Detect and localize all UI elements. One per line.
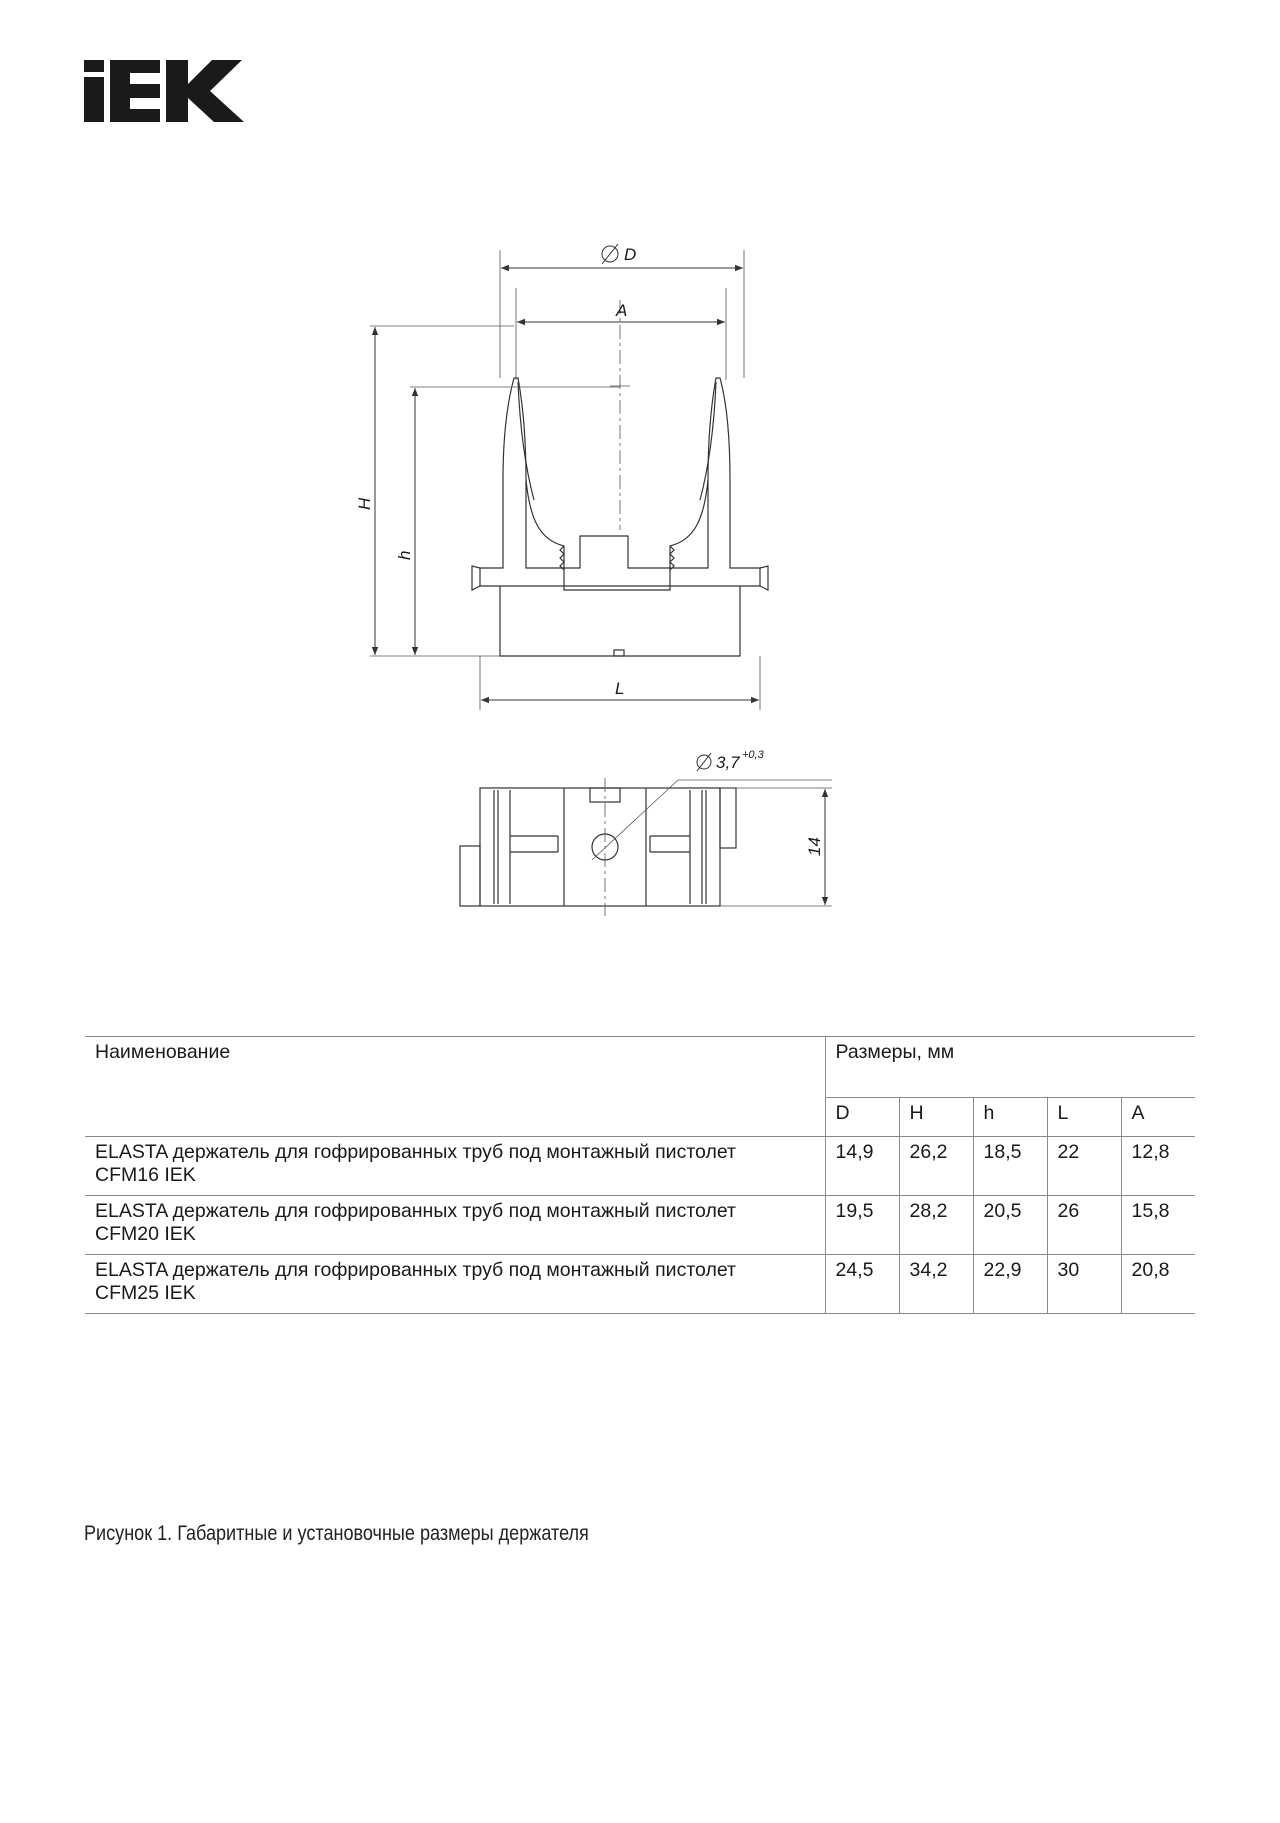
- cell-L: 26: [1047, 1196, 1121, 1255]
- product-code: CFM20 IEK: [95, 1223, 196, 1245]
- cell-h: 18,5: [973, 1137, 1047, 1196]
- dim-label-width: 14: [805, 837, 824, 856]
- product-name-line: ELASTA держатель для гофрированных труб под монтажный пистолет: [95, 1200, 736, 1222]
- product-code: CFM25 IEK: [95, 1282, 196, 1304]
- product-name-cell: [85, 1196, 825, 1255]
- dim-label-hole-tolerance: +0,3: [742, 749, 764, 761]
- header-name: Наименование: [85, 1037, 825, 1137]
- cell-D: 14,9: [825, 1137, 899, 1196]
- dim-label-A: A: [616, 301, 628, 320]
- column-header-H: H: [899, 1098, 973, 1137]
- column-header-D: D: [825, 1098, 899, 1137]
- cell-H: 34,2: [899, 1255, 973, 1314]
- dim-label-L: L: [615, 679, 625, 698]
- holder-front-view-drawing: [340, 230, 900, 710]
- cell-h: 20,5: [973, 1196, 1047, 1255]
- figure-caption: Рисунок 1. Габаритные и установочные размеры держателя: [84, 1522, 589, 1545]
- product-name-line: ELASTA держатель для гофрированных труб под монтажный пистолет: [95, 1141, 736, 1163]
- holder-top-view-drawing: [440, 720, 860, 920]
- header-dimensions: Размеры, мм: [825, 1037, 1195, 1098]
- dim-label-h: h: [395, 550, 414, 560]
- cell-A: 15,8: [1121, 1196, 1195, 1255]
- cell-L: 30: [1047, 1255, 1121, 1314]
- dimensions-table: [85, 1036, 1195, 1314]
- column-header-h: h: [973, 1098, 1047, 1137]
- cell-h: 22,9: [973, 1255, 1047, 1314]
- table-row: [85, 1196, 1195, 1255]
- cell-A: 12,8: [1121, 1137, 1195, 1196]
- dim-label-D: D: [624, 245, 637, 264]
- cell-L: 22: [1047, 1137, 1121, 1196]
- table-row: [85, 1255, 1195, 1314]
- iek-logo: [84, 60, 244, 122]
- column-header-A: A: [1121, 1098, 1195, 1137]
- column-header-L: L: [1047, 1098, 1121, 1137]
- cell-A: 20,8: [1121, 1255, 1195, 1314]
- cell-H: 26,2: [899, 1137, 973, 1196]
- table-row: [85, 1137, 1195, 1196]
- product-name-cell: [85, 1255, 825, 1314]
- cell-H: 28,2: [899, 1196, 973, 1255]
- table-header-row: [85, 1037, 1195, 1098]
- cell-D: 24,5: [825, 1255, 899, 1314]
- product-name-line: ELASTA держатель для гофрированных труб под монтажный пистолет: [95, 1259, 736, 1281]
- cell-D: 19,5: [825, 1196, 899, 1255]
- dim-label-H: H: [355, 497, 374, 510]
- product-code: CFM16 IEK: [95, 1164, 196, 1186]
- dim-label-hole: 3,7: [716, 753, 740, 772]
- product-name-cell: [85, 1137, 825, 1196]
